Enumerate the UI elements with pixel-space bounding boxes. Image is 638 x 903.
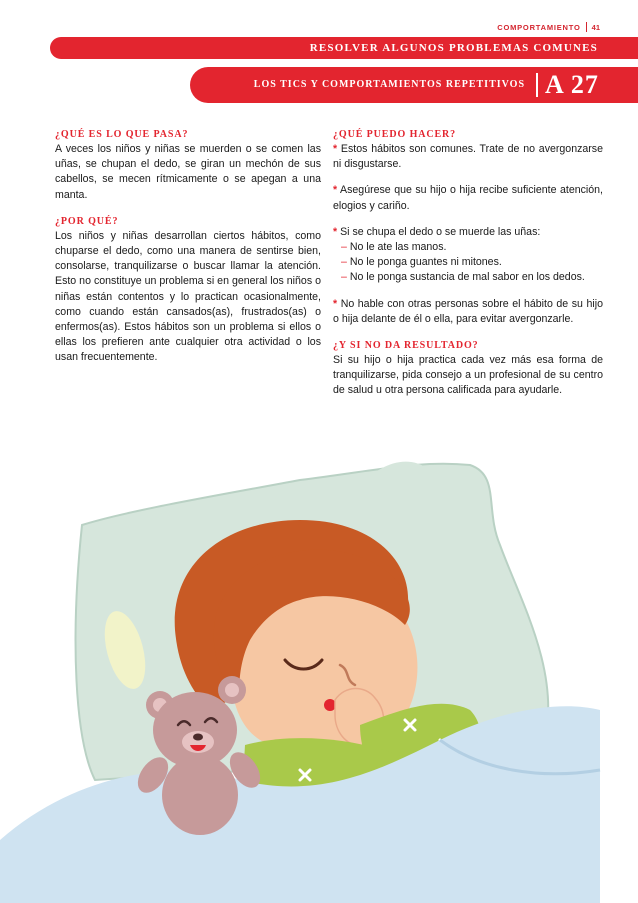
heading-que-puedo-hacer: ¿QUÉ PUEDO HACER? <box>333 129 457 140</box>
tip-text-2: Asegúrese que su hijo o hija recibe suficiente atención, elogios y cariño. <box>333 184 603 212</box>
heading-que-pasa: ¿QUÉ ES LO QUE PASA? <box>55 129 189 140</box>
tip-text-3: Si se chupa el dedo o se muerde las uñas: <box>340 225 541 238</box>
topic-code: A 27 <box>545 70 599 99</box>
mouth <box>324 699 336 711</box>
paragraph-por-que: Los niños y niñas desarrollan ciertos hábitos, como chuparse el dedo, como una manera de sentirse bien, consolarse, tranquilizarse o buscar llamar la atención. Esto no constituye un problema si en general los niños o niñas están contentos y lo practican ocasionalmente, como cuando están cansados(as), frustrados(as) o enfermos(as). Estos hábitos son un problema si ellos o ellas los prefieren ante cualquier otra actividad o los usan frecuentemente. <box>55 229 321 364</box>
running-head <box>497 22 600 32</box>
heading-por-que: ¿POR QUÉ? <box>55 215 119 227</box>
tip-item-4 <box>333 297 603 327</box>
code-divider <box>536 73 538 97</box>
dash-bullet: – <box>341 241 347 254</box>
section-label: COMPORTAMIENTO <box>497 22 581 32</box>
left-column <box>55 127 321 377</box>
sleeping-child-illustration <box>0 440 638 903</box>
chapter-title: RESOLVER ALGUNOS PROBLEMAS COMUNES <box>309 42 598 54</box>
asterisk-bullet: * <box>333 143 338 155</box>
sub-item-3 <box>341 270 603 285</box>
tip-text-4: No hable con otras personas sobre el hábito de su hijo o hija delante de él o ella, para evitar avergonzarle. <box>333 297 603 325</box>
sub-text-3: No le ponga sustancia de mal sabor en los dedos. <box>349 271 585 284</box>
chapter-band <box>50 37 638 59</box>
tip-text-1: Estos hábitos son comunes. Trate de no avergonzarse ni disgustarse. <box>333 143 603 171</box>
tip-item-2 <box>333 183 603 213</box>
right-column <box>333 127 603 410</box>
sub-item-2 <box>341 255 603 270</box>
paragraph-que-pasa: A veces los niños y niñas se muerden o se comen las uñas, se chupan el dedo, se giran un mechón de sus cabellos, se mecen rítmicamente o se apegan a una manta. <box>55 143 321 201</box>
sub-text-2: No le ponga guantes ni mitones. <box>349 256 502 269</box>
topic-band <box>190 67 533 103</box>
tip-item-3 <box>333 225 603 240</box>
sub-list <box>333 240 603 286</box>
asterisk-bullet: * <box>333 297 338 310</box>
asterisk-bullet: * <box>333 225 338 238</box>
page-number: 41 <box>591 22 600 32</box>
topic-title: LOS TICS Y COMPORTAMIENTOS REPETITIVOS <box>253 79 525 90</box>
heading-si-no-resulta: ¿Y SI NO DA RESULTADO? <box>333 340 479 352</box>
topic-code-box <box>533 67 638 103</box>
sub-text-1: No le ate las manos. <box>349 241 447 254</box>
asterisk-bullet: * <box>333 184 338 197</box>
dash-bullet: – <box>341 271 347 284</box>
sub-item-1 <box>341 240 603 255</box>
paragraph-si-no-resulta: Si su hijo o hija practica cada vez más esa forma de tranquilizarse, pida consejo a un profesional de su centro de salud u otra persona calificada para ayudarle. <box>333 354 603 397</box>
tip-item-1 <box>333 142 603 172</box>
running-head-divider <box>586 22 587 32</box>
dash-bullet: – <box>341 256 347 269</box>
